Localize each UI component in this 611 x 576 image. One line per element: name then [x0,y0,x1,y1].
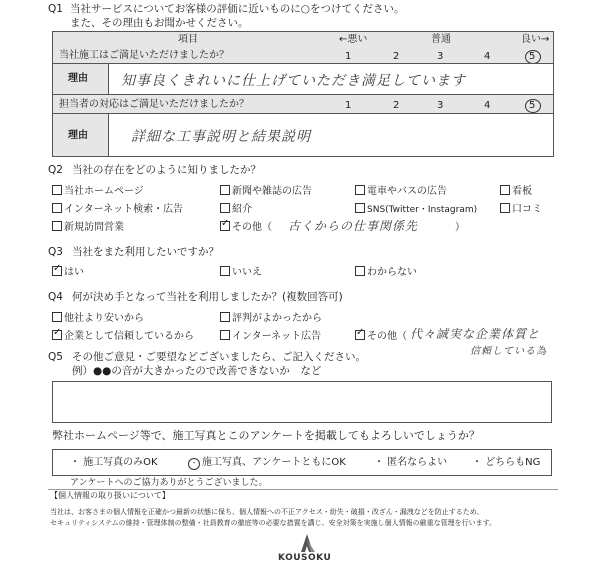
privacy-title: 【個人情報の取り扱いについて】 [50,491,170,500]
option-label: 口コミ [512,204,542,215]
checkbox[interactable] [220,185,230,195]
q4-label: Q4 [48,291,63,303]
q4-option-trust[interactable] [52,330,194,343]
row2-reason-handwritten[interactable]: 詳細な工事説明と結果説明 [131,129,311,145]
q3-question: 当社をまた利用したいですか？ [72,246,219,258]
selected-circle-icon: ・ [188,458,200,470]
option-label: SNS(Twitter・Instagram) [367,205,478,215]
q2-option-train-bus[interactable] [355,185,447,198]
row2-selected-circle [525,99,541,113]
q2-other-handwritten[interactable]: 古くからの仕事関係先 [288,219,419,233]
checkbox[interactable] [52,221,62,231]
q5-example: 例）●●の音が大きかったので改善できないか など [72,365,322,377]
checkbox[interactable] [52,185,62,195]
row1-scale-5[interactable]: 5 [529,51,536,62]
q2-other-close: ） [455,222,465,233]
checkbox[interactable] [355,203,365,213]
option-label: インターネット検索・広告 [64,204,184,215]
q1-question: 当社サービスについてお客様の評価に近いものに○をつけてください。 [70,3,405,15]
q2-option-other[interactable] [220,221,272,234]
checkbox[interactable] [52,203,62,213]
row2-scale-1[interactable]: 1 [345,100,352,111]
option-label: 新聞や雑誌の広告 [232,186,312,197]
q2-option-newspaper[interactable] [220,185,312,198]
checkbox-checked[interactable] [355,330,365,340]
option-label: 評判がよかったから [232,313,322,324]
checkbox[interactable] [355,185,365,195]
q3-label: Q3 [48,246,63,258]
q4-option-reputation[interactable] [220,312,322,325]
checkbox-checked[interactable] [220,221,230,231]
row1-selected-circle [525,50,541,64]
logo-text: KOUSOKU [278,553,332,563]
option-label: 看板 [512,186,532,197]
option-label: 紹介 [232,204,252,215]
option-label: わからない [367,267,417,278]
q1-label: Q1 [48,3,63,15]
q4-question: 何が決め手となって当社を利用しましたか？(複数回答可) [72,291,343,303]
option-label: はい [64,267,84,278]
row2-reason-label: 理由 [68,130,88,141]
q2-question: 当社の存在をどのように知りましたか？ [72,164,261,176]
checkbox[interactable] [220,330,230,340]
rating-table [52,31,554,157]
table-header-row [53,32,553,47]
q2-option-sns[interactable] [355,203,477,217]
row2-question: 担当者の対応はご満足いただけましたか？ [59,99,249,110]
checkbox[interactable] [355,266,365,276]
checkbox-checked[interactable] [52,266,62,276]
option-label: どちらもNG [485,457,541,468]
option-label: 施工写真のみOK [83,457,158,468]
q3-option-no[interactable] [220,266,262,279]
row1-reason-label: 理由 [68,73,88,84]
row1-scale-2[interactable]: 2 [393,51,400,62]
row2-scale-4[interactable]: 4 [484,100,491,111]
option-label: インターネット広告 [232,331,322,342]
q4-other-handwritten-line1[interactable]: 代々誠実な企業体質と [410,327,541,341]
row1-scale-3[interactable]: 3 [437,51,444,62]
row2-scale-3[interactable]: 3 [437,100,444,111]
q4-other-handwritten-line2[interactable]: 信頼している為 [470,346,547,357]
col-normal-header: 普通 [431,34,451,45]
checkbox[interactable] [220,203,230,213]
option-label: 企業として信頼しているから [64,331,194,342]
row1-scale-4[interactable]: 4 [484,51,491,62]
checkbox[interactable] [220,312,230,322]
option-label: その他（ [232,222,272,233]
row1-reason-handwritten[interactable]: 知事良くきれいに仕上げていただき満足しています [121,73,466,89]
publish-option-both[interactable] [188,456,346,470]
row1-question: 当社施工はご満足いただけましたか？ [59,50,229,61]
option-label: 匿名ならよい [387,457,448,468]
publish-option-photo-only[interactable]: ・ 施工写真のみOK [70,457,158,468]
checkbox[interactable] [500,185,510,195]
publish-question: 弊社ホームページ等で、施工写真とこのアンケートを掲載してもよろしいでしょうか？ [52,429,480,442]
q3-option-yes[interactable] [52,266,84,279]
q2-option-referral[interactable] [220,203,252,216]
row2-scale-2[interactable]: 2 [393,100,400,111]
col-item-header: 項目 [178,34,198,45]
privacy-line2: セキュリティシステムの維持・管理体制の整備・社員教育の徹底等の必要な措置を講じ、安全対策を実施し個人情報の厳重な管理を行います。 [50,519,497,527]
q4-option-internet-ad[interactable] [220,330,321,343]
q2-option-sales-visit[interactable] [52,221,124,234]
checkbox[interactable] [500,203,510,213]
logo-mark-icon [287,532,327,554]
publish-option-neither[interactable]: ・ どちらもNG [472,457,541,468]
q2-option-word-of-mouth[interactable] [500,203,542,216]
checkbox[interactable] [52,312,62,322]
q2-option-internet[interactable] [52,203,183,216]
option-label: 新規訪問営業 [64,222,124,233]
q5-comment-box[interactable] [52,381,552,423]
q2-label: Q2 [48,164,63,176]
q4-option-other[interactable] [355,330,407,343]
row1-scale-1[interactable]: 1 [345,51,352,62]
option-label: 当社ホームページ [64,186,144,197]
option-label: 施工写真、アンケートともにOK [202,457,346,468]
checkbox[interactable] [220,266,230,276]
checkbox-checked[interactable] [52,330,62,340]
option-label: その他（ [367,331,407,342]
publish-option-anonymous[interactable]: ・ 匿名ならよい [374,457,448,468]
option-label: いいえ [232,267,262,278]
q5-label: Q5 [48,351,63,363]
option-label: 電車やバスの広告 [367,186,447,197]
option-label: 他社より安いから [64,313,144,324]
row2-scale-5[interactable]: 5 [529,100,536,111]
q5-question: その他ご意見・ご要望などございましたら、ご記入ください。 [72,351,366,363]
q1-subtext: また、その理由もお聞かせください。 [70,17,249,29]
q3-option-unsure[interactable] [355,266,417,279]
q2-option-homepage[interactable] [52,185,144,198]
q2-option-signboard[interactable] [500,185,532,198]
privacy-line1: 当社は、お客さまの個人情報を正確かつ最新の状態に保ち、個人情報への不正アクセス・紛失・破損・改ざん・漏洩などを防止するため、 [50,508,484,516]
col-bad-header: ←悪い [339,34,368,45]
q4-option-cheaper[interactable] [52,312,144,325]
thanks-text: アンケートへのご協力ありがとうございました。 [70,478,268,488]
col-good-header: 良い→ [521,34,550,45]
